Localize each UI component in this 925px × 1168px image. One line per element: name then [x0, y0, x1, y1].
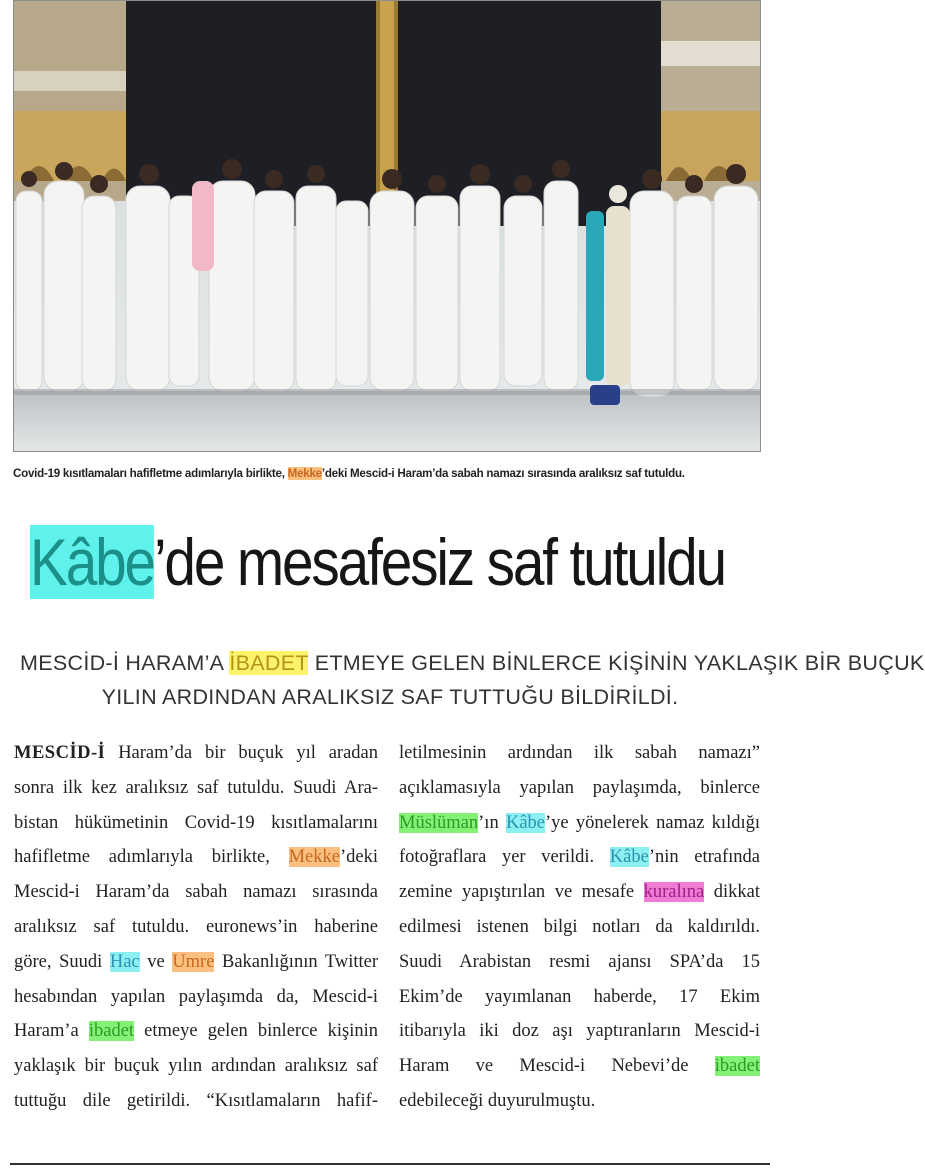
- body-line: açıklamasıyla yapılan paylaşımda, binlerce: [399, 777, 760, 798]
- subhead-text: ETMEYE GELEN BİNLERCE KİŞİNİN YAKLAŞIK BİR BUÇUK: [308, 651, 925, 675]
- body-line: [14, 736, 378, 771]
- body-line: Suudi Arabistan resmi ajansı SPA’da 15: [399, 951, 760, 972]
- keyword-highlight: Umre: [172, 951, 215, 972]
- body-line: sonra ilk kez aralıksız saf tutuldu. Suudi Ara-: [14, 777, 378, 798]
- caption-highlight: Mekke: [287, 467, 322, 480]
- body-line: [399, 840, 760, 875]
- body-text: zemine yapıştırılan ve mesafe: [399, 882, 644, 903]
- body-line: [399, 875, 760, 910]
- headline-text: ’de mesafesiz saf tutuldu: [153, 525, 725, 599]
- subhead-highlight: İBADET: [229, 651, 309, 675]
- keyword-highlight: ibadet: [88, 1021, 135, 1042]
- body-text: etmeye gelen binlerce kişinin: [134, 1021, 378, 1042]
- body-text: göre, Suudi: [14, 951, 110, 972]
- news-photo: [13, 0, 761, 452]
- kaaba-prayer-photo: [14, 1, 760, 451]
- body-line: tuttuğu dile getirildi. “Kısıtlamaların hafif-: [14, 1090, 378, 1111]
- keyword-highlight: Kâbe: [609, 847, 649, 868]
- body-text: ’deki: [339, 847, 378, 868]
- photo-caption: [13, 467, 765, 480]
- body-line: [14, 1014, 378, 1049]
- body-text: fotoğraflara yer verildi.: [399, 847, 610, 868]
- subhead-text: MESCİD-İ HARAM’A: [20, 651, 230, 675]
- body-line: edilmesi istenen bilgi notları da kaldırıldı.: [399, 916, 760, 937]
- body-text: hafifletme adımlarıyla birlikte,: [14, 847, 289, 868]
- subheadline: [20, 646, 925, 714]
- body-line: itibarıyla iki doz aşı yaptıranların Mescid-i: [399, 1021, 760, 1042]
- body-text: Haram’a: [14, 1021, 89, 1042]
- body-line: Ekim’de yayımlanan haberde, 17 Ekim: [399, 986, 760, 1007]
- article-column-right: [399, 736, 760, 1119]
- body-text: Haram’da bir buçuk yıl aradan: [105, 743, 378, 763]
- bottom-divider: [10, 1163, 770, 1165]
- body-text: Haram ve Mescid-i Nebevi’de: [399, 1056, 715, 1077]
- body-text: dikkat: [704, 882, 760, 903]
- body-line: edebileceği duyurulmuştu.: [399, 1090, 596, 1111]
- body-text: ’ın: [478, 812, 506, 833]
- body-line: aralıksız saf tutuldu. euronews’in haberine: [14, 916, 378, 937]
- subhead-line: [20, 646, 925, 680]
- caption-text: Covid-19 kısıtlamaları hafifletme adımlarıyla birlikte,: [13, 467, 288, 480]
- keyword-highlight: Mekke: [288, 847, 340, 868]
- body-text: Bakanlığının Twitter: [214, 951, 378, 972]
- body-text: ’ye yönelerek namaz kıldığı: [545, 812, 760, 833]
- keyword-highlight: Hac: [109, 951, 140, 972]
- keyword-highlight: kuralına: [643, 882, 705, 903]
- body-line: [14, 840, 378, 875]
- body-line: [399, 806, 760, 841]
- body-text: ’nin etrafında: [648, 847, 760, 868]
- body-line: Mescid-i Haram’da sabah namazı sırasında: [14, 882, 378, 903]
- keyword-highlight: Kâbe: [505, 812, 546, 833]
- keyword-highlight: ibadet: [714, 1056, 760, 1077]
- body-text: ve: [139, 951, 173, 972]
- body-line: [399, 1049, 760, 1084]
- subhead-line: YILIN ARDINDAN ARALIKSIZ SAF TUTTUĞU BİLDİRİLDİ.: [101, 685, 679, 709]
- body-line: [14, 945, 378, 980]
- article-column-left: [14, 736, 378, 1119]
- page-title: [30, 512, 725, 612]
- lead-word: MESCİD-İ: [14, 743, 106, 763]
- body-line: hesabından yapılan paylaşımda da, Mescid-i: [14, 986, 378, 1007]
- caption-text-end: ’deki Mescid-i Haram’da sabah namazı sırasında aralıksız saf tutuldu.: [321, 467, 685, 480]
- headline-highlight: Kâbe: [30, 525, 154, 599]
- body-line: yaklaşık bir buçuk yılın ardından aralıksız saf: [14, 1056, 378, 1077]
- keyword-highlight: Müslüman: [399, 812, 479, 833]
- body-line: letilmesinin ardından ilk sabah namazı”: [399, 743, 760, 763]
- body-line: bistan hükümetinin Covid-19 kısıtlamalarını: [14, 812, 378, 833]
